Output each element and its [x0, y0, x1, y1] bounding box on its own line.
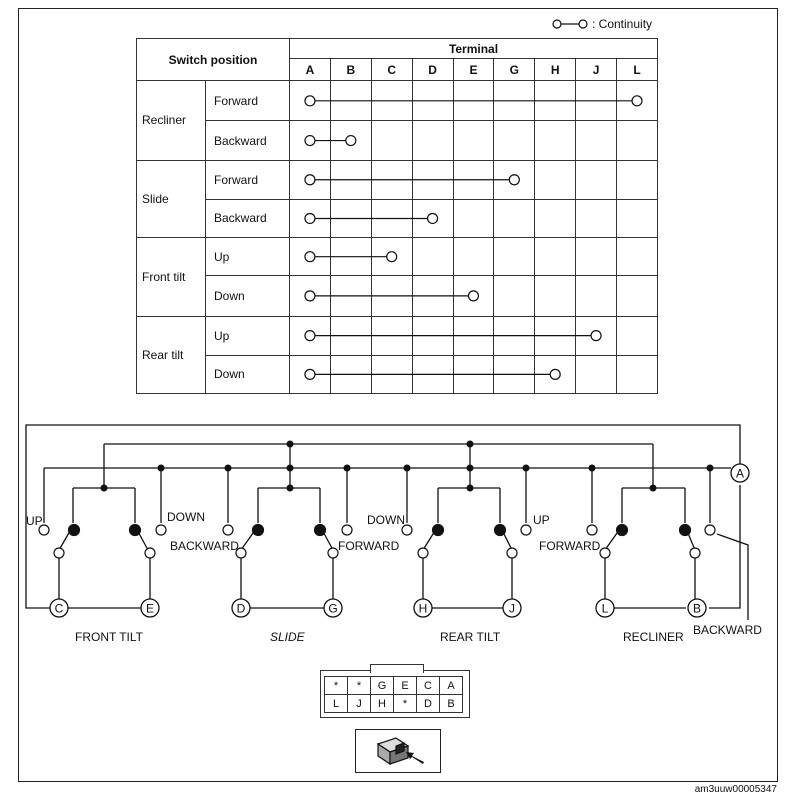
group-slide: Slide [137, 160, 206, 237]
terminal-col-header: J [576, 59, 617, 81]
terminal-b-label: B [692, 601, 702, 616]
terminal-col-header: B [330, 59, 371, 81]
connector-pin-grid [324, 676, 463, 713]
label-backward-recliner: BACKWARD [693, 623, 762, 637]
terminal-col-header: A [290, 59, 331, 81]
terminal-col-header: G [494, 59, 535, 81]
header-terminal: Terminal [290, 39, 658, 59]
row-label: Down [206, 355, 290, 393]
arrow-icon [406, 752, 424, 764]
label-up-rear: UP [533, 513, 550, 527]
terminal-col-header: H [535, 59, 576, 81]
connector-pin: H [371, 695, 394, 713]
row-label: Up [206, 238, 290, 276]
terminal-l-label: L [601, 601, 609, 616]
connector-pin: L [325, 695, 348, 713]
terminal-a-marker [731, 464, 749, 482]
terminal-d-label: D [236, 601, 246, 616]
group-recliner: Recliner [137, 81, 206, 160]
label-down-rear: DOWN [367, 513, 405, 527]
connector-pin: * [348, 677, 371, 695]
connector-pin: B [440, 695, 463, 713]
row-label: Backward [206, 121, 290, 160]
caption-front-tilt: FRONT TILT [75, 630, 144, 644]
terminal-j-label: J [509, 601, 515, 616]
connector-pin: G [371, 677, 394, 695]
connector-pinout [320, 664, 472, 720]
legend-text: : Continuity [592, 17, 653, 31]
terminal-g-label: G [328, 601, 338, 616]
connector-pin: J [348, 695, 371, 713]
terminal-e-label: E [145, 601, 155, 616]
row-label: Down [206, 276, 290, 316]
row-label: Backward [206, 199, 290, 237]
terminal-col-header: L [617, 59, 658, 81]
group-rear-tilt: Rear tilt [137, 316, 206, 394]
row-label: Forward [206, 81, 290, 121]
terminal-c-label: C [54, 601, 64, 616]
caption-slide: SLIDE [270, 630, 305, 644]
caption-rear-tilt: REAR TILT [440, 630, 501, 644]
terminal-col-header: C [371, 59, 412, 81]
terminal-col-header: D [412, 59, 453, 81]
connector-pin: C [417, 677, 440, 695]
row-label: Up [206, 316, 290, 355]
row-label: Forward [206, 160, 290, 199]
label-forward-slide: FORWARD [338, 539, 400, 553]
connector-view-icon [356, 730, 440, 772]
group-front-tilt: Front tilt [137, 238, 206, 316]
label-up-front: UP [26, 514, 43, 528]
connector-pin: D [417, 695, 440, 713]
reference-code: am3uuw00005347 [694, 784, 777, 795]
terminal-col-header: E [453, 59, 494, 81]
connector-pin: A [440, 677, 463, 695]
label-backward-slide: BACKWARD [170, 539, 239, 553]
connector-pin: E [394, 677, 417, 695]
connector-pin: * [394, 695, 417, 713]
caption-recliner: RECLINER [623, 630, 684, 644]
terminal-a-label: A [735, 466, 745, 481]
terminal-h-label: H [418, 601, 428, 616]
connector-view-box [355, 729, 441, 773]
label-forward-recliner: FORWARD [539, 539, 601, 553]
label-down-front: DOWN [167, 510, 205, 524]
connector-pin: * [325, 677, 348, 695]
connector-latch [370, 664, 424, 673]
header-switch-position: Switch position [137, 39, 290, 81]
